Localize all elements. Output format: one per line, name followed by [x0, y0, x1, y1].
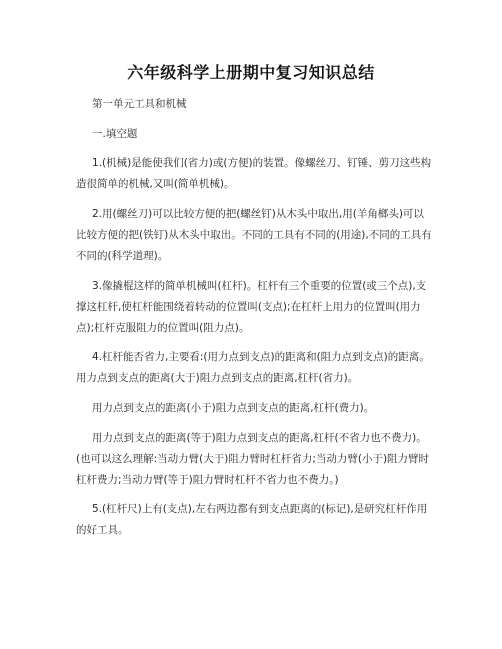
paragraph-6: 用力点到支点的距离(等于)阻力点到支点的距离,杠杆(不省力也不费力)。(也可以这么理解:当动力臂(大于)阻力臂时杠杆省力;当动力臂(小于)阻力臂时杠杆费力;当动力臂(等于)阻力臂时杠杆不省力也不费力。) [76, 432, 430, 486]
paragraph-1: 1.(机械)是能使我们(省力)或(方便)的装置。像螺丝刀、钉锤、剪刀这些构造很简单的机械,又叫(简单机械)。 [76, 157, 432, 190]
paragraph-4: 4.杠杆能否省力,主要看:(用力点到支点)的距离和(阻力点到支点)的距离。用力点到支点的距离(大于)阻力点到支点的距离,杠杆(省力)。 [76, 351, 430, 384]
paragraph-5: 用力点到支点的距离(小于)阻力点到支点的距离,杠杆(费力)。 [92, 402, 375, 414]
unit-heading: 第一单元工具和机械 [92, 98, 187, 110]
paragraph-7: 5.(杠杆尺)上有(支点),左右两边都有到支点距离的(标记),是研究杠杆作用的好工具。 [76, 503, 428, 536]
paragraph-3: 3.像撬棍这样的简单机械叫(杠杆)。杠杆有三个重要的位置(或三个点),支撑这杠杆,使杠杆能围绕着转动的位置叫(支点);在杠杆上用力的位置叫(用力点);杠杆克服阻力的位置叫(阻力点)。 [76, 280, 427, 334]
paragraph-2: 2.用(螺丝刀)可以比较方便的把(螺丝钉)从木头中取出,用(羊角榔头)可以比较方便的把(铁钉)从木头中取出。不同的工具有不同的(用途),不同的工具有不同的(科学道理)。 [76, 208, 432, 262]
document-title: 六年级科学上册期中复习知识总结 [127, 63, 375, 82]
section-heading: 一.填空题 [92, 128, 138, 140]
